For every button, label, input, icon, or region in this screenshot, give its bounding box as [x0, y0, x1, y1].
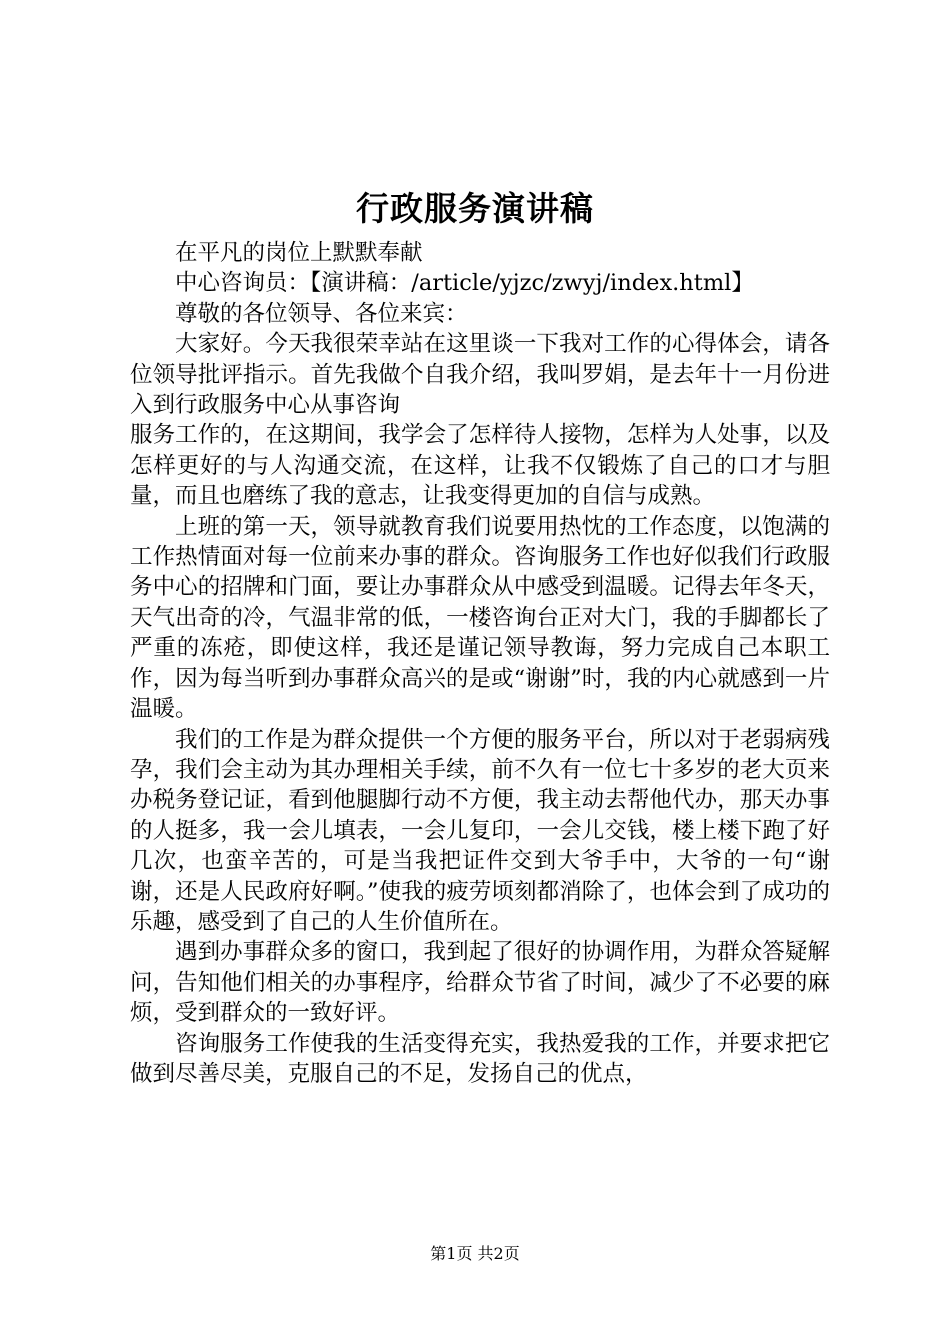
page-footer: 第1页 共2页: [430, 1244, 520, 1263]
paragraph-coordination: 遇到办事群众多的窗口，我到起了很好的协调作用，为群众答疑解问，告知他们相关的办事程序，给群众节省了时间，减少了不必要的麻烦，受到群众的一致好评。: [130, 939, 830, 1027]
paragraph-introduction-continued: 服务工作的，在这期间，我学会了怎样待人接物，怎样为人处事，以及怎样更好的与人沟通交流，在这样，让我不仅锻炼了自己的口才与胆量，而且也磨练了我的意志，让我变得更加的自信与成熟。: [130, 422, 830, 510]
paragraph-salutation: 尊敬的各位领导、各位来宾：: [175, 300, 468, 327]
paragraph-service-platform: 我们的工作是为群众提供一个方便的服务平台，所以对于老弱病残孕，我们会主动为其办理相关手续，前不久有一位七十多岁的老大页来办税务登记证，看到他腿脚行动不方便，我主动去帮他代办，那天办事的人挺多，我一会儿填表，一会儿复印，一会儿交钱，楼上楼下跑了好几次，也蛮辛苦的，可是当我把证件交到大爷手中，大爷的一句“谢谢，还是人民政府好啊。”使我的疲劳顷刻都消除了，也体会到了成功的乐趣，感受到了自己的人生价值所在。: [130, 726, 830, 935]
paragraph-introduction: 大家好。今天我很荣幸站在这里谈一下我对工作的心得体会，请各位领导批评指示。首先我做个自我介绍，我叫罗娟，是去年十一月份进入到行政服务中心从事咨询: [130, 331, 830, 419]
paragraph-source-line: 中心咨询员：【演讲稿：/article/yjzc/zwyj/index.html】: [175, 270, 754, 297]
paragraph-conclusion: 咨询服务工作使我的生活变得充实，我热爱我的工作，并要求把它做到尽善尽美，克服自己的不足，发扬自己的优点，: [130, 1030, 830, 1087]
paragraph-subtitle: 在平凡的岗位上默默奉献: [175, 240, 423, 266]
document-title: 行政服务演讲稿: [356, 189, 594, 228]
paragraph-first-day: 上班的第一天，领导就教育我们说要用热忱的工作态度，以饱满的工作热情面对每一位前来办事的群众。咨询服务工作也好似我们行政服务中心的招牌和门面，要让办事群众从中感受到温暖。记得去年冬天，天气出奇的冷，气温非常的低，一楼咨询台正对大门，我的手脚都长了严重的冻疮，即使这样，我还是谨记领导教诲，努力完成自己本职工作，因为每当听到办事群众高兴的是或“谢谢”时，我的内心就感到一片温暖。: [130, 513, 830, 723]
document-body: [130, 238, 830, 1089]
